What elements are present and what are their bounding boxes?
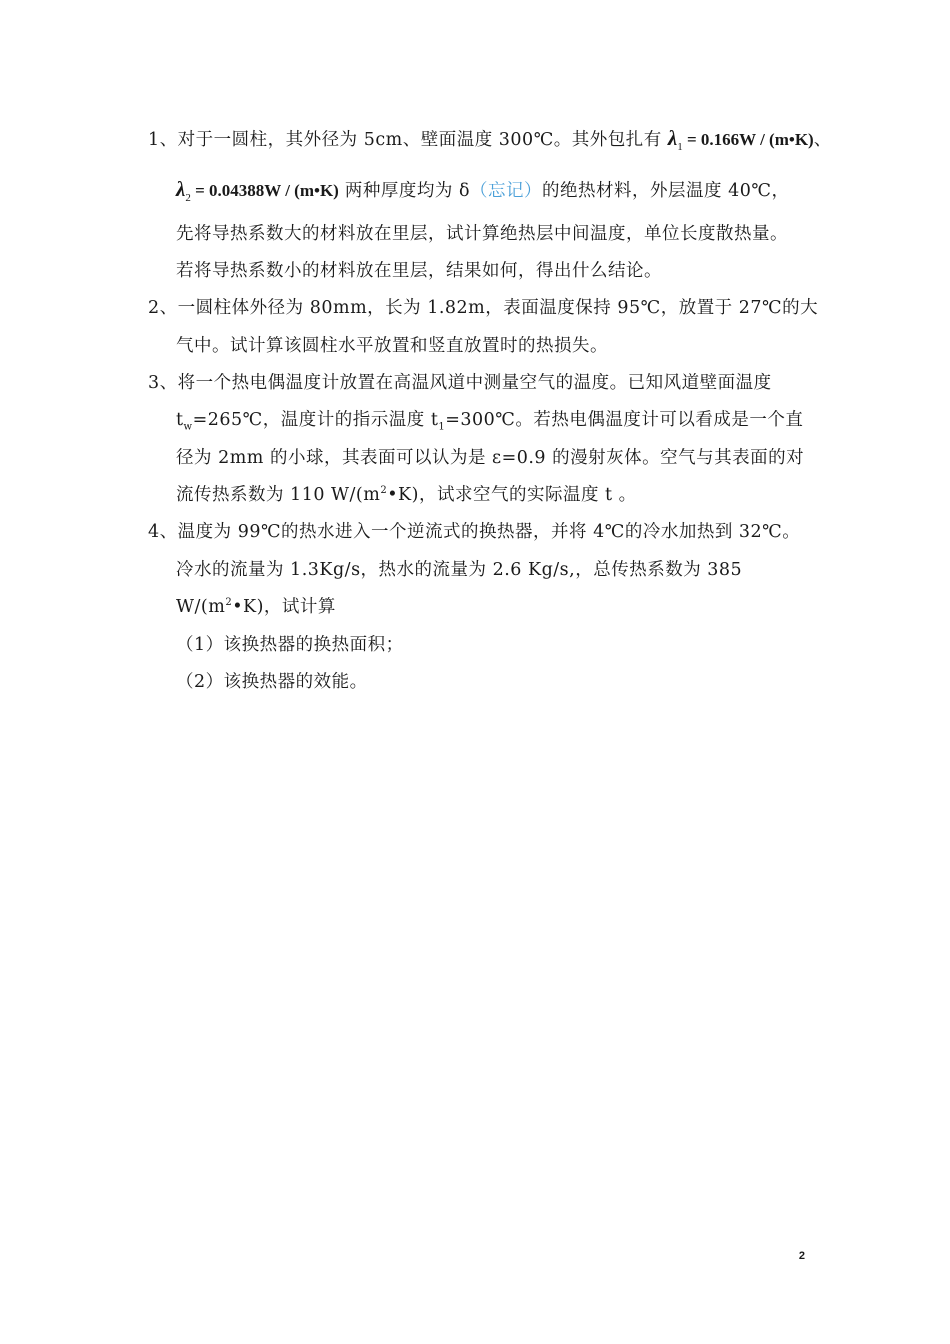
problem-1-line-3: 先将导热系数大的材料放在里层，试计算绝热层中间温度，单位长度散热量。 [176,224,788,244]
units-tail: •K)，试计算 [232,597,336,617]
problem-1-number: 1、 [148,130,178,150]
superscript-2-b: 2 [225,597,233,609]
problem-3-text: 将一个热电偶温度计放置在高温风道中测量空气的温度。已知风道壁面温度 [177,373,772,393]
convection-tail: •K)，试求空气的实际温度 t 。 [387,485,637,505]
problem-3-line-1 [148,371,772,395]
problem-1-line-2 [176,177,789,210]
problem-4-line-3 [176,595,336,619]
lambda-1-formula: $\lambda_1 = 0.166W$ / (m•K) [667,126,814,153]
problem-1-line-4: 若将导热系数小的材料放在里层，结果如何，得出什么结论。 [176,261,662,281]
forgot-note: （忘记） [470,181,543,201]
problem-4-line-2: 冷水的流量为 1.3Kg/s，热水的流量为 2.6 Kg/s,，总传热系数为 385 [176,560,743,580]
superscript-2: 2 [380,485,388,497]
problem-2-line-1 [148,296,818,320]
problem-1-text-2a: 两种厚度均为 δ [344,181,471,201]
t-symbol: t [176,410,184,430]
problem-4-line-1 [148,520,800,544]
problem-1-text: 对于一圆柱，其外径为 5cm、壁面温度 300℃。其外包扎有 [177,130,662,150]
lambda-1-value: = 0.166W / (m•K) [686,130,814,149]
lambda-2-value: = 0.04388W / (m•K) [195,181,339,200]
problem-4-sub-1: （1）该换热器的换热面积； [176,635,404,655]
subscript-w: w [183,421,193,433]
problem-3-line-2 [176,408,803,432]
lambda-2-formula: $\lambda_2 = 0.04388W$ / (m•K) [176,177,339,204]
wall-temp-text: =265℃，温度计的指示温度 t [192,410,439,430]
problem-4-sub-2: （2）该换热器的效能。 [176,672,368,692]
problem-4-text: 温度为 99℃的热水进入一个逆流式的换热器，并将 4℃的冷水加热到 32℃。 [177,522,801,542]
problem-1-line-1-tail: 、 [813,130,832,150]
subscript-1: 1 [438,421,446,433]
problem-2-number: 2、 [148,298,178,318]
indicated-temp-text: =300℃。若热电偶温度计可以看成是一个直 [445,410,804,430]
units-text: W/(m [176,597,226,617]
problem-1-line-1 [148,126,832,159]
convection-text: 流传热系数为 110 W/(m [176,485,381,505]
problem-4-number: 4、 [148,522,178,542]
problem-1-text-2b: 的绝热材料，外层温度 40℃， [542,181,790,201]
problem-3-number: 3、 [148,373,178,393]
problem-3-line-3: 径为 2mm 的小球，其表面可以认为是 ε=0.9 的漫射灰体。空气与其表面的对 [176,448,805,468]
problem-2-text: 一圆柱体外径为 80mm，长为 1.82m，表面温度保持 95℃，放置于 27℃的大 [177,298,819,318]
problem-2-line-2: 气中。试计算该圆柱水平放置和竖直放置时的热损失。 [176,336,608,356]
problem-3-line-4 [176,483,637,507]
page-number: 2 [798,1250,805,1262]
